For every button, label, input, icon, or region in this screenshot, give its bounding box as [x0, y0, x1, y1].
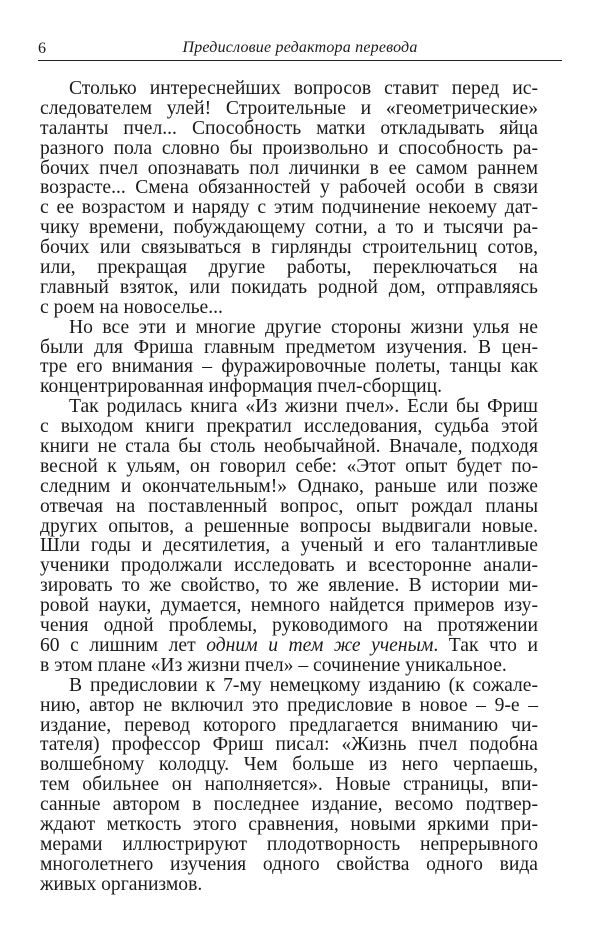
text-line: в этом плане «Из жизни пчел» – сочинение уникальное.	[40, 654, 507, 676]
text-line: тре его внимания – фуражировочные полеты, танцы как	[40, 356, 538, 378]
text-line: тателя) профессор Фриш писал: «Жизнь пчел подобна	[40, 734, 538, 756]
text-line: бочих пчел опознавать пол личинки в ее самом раннем	[40, 157, 538, 179]
text-line: следователем улей! Строительные и «геометрические»	[40, 97, 538, 119]
text-segment: 60 с лишним лет	[40, 634, 207, 656]
text-line: издание, перевод которого предлагается вниманию чи-	[40, 714, 538, 736]
text-segment: . Так что и	[433, 634, 538, 656]
text-line: Но все эти и многие другие стороны жизни улья не	[69, 316, 538, 338]
text-line: тем обильнее он наполняется». Новые страницы, впи-	[40, 774, 538, 796]
paragraph	[40, 318, 538, 398]
running-header	[38, 38, 562, 61]
text-line	[40, 636, 538, 656]
text-line: Так родилась книга «Из жизни пчел». Если бы Фриш	[69, 396, 538, 418]
text-line: других опытов, а решенные вопросы выдвигали новые.	[40, 515, 538, 537]
text-line: были для Фриша главным предметом изучения. В цен-	[40, 336, 538, 358]
text-line: следним и окончательным!» Однако, раньше или позже	[40, 475, 538, 497]
text-line: В предисловии к 7-му немецкому изданию (к сожале-	[69, 674, 538, 696]
page-body	[40, 79, 538, 895]
text-line: мерами иллюстрируют плодотворность непрерывного	[40, 833, 538, 855]
text-line: зировать то же свойство, то же явление. В истории ми-	[40, 575, 538, 597]
text-line: многолетнего изучения одного свойства одного вида	[40, 853, 538, 875]
text-line: Шли годы и десятилетия, а ученый и его талантливые	[40, 535, 538, 557]
text-line: или, прекращая другие работы, переключаться на	[40, 257, 538, 279]
text-line: с роем на новоселье...	[40, 296, 223, 318]
text-line: концентрированная информация пчел-сборщиц.	[40, 376, 443, 398]
text-line: Столько интереснейших вопросов ставит перед ис-	[69, 78, 538, 99]
text-line: с выходом книги прекратил исследования, судьба этой	[40, 416, 538, 438]
text-line: ждают меткость этого сравнения, новыми яркими при-	[40, 813, 538, 835]
running-title: Предисловие редактора перевода	[182, 39, 418, 56]
text-line: ровой науки, думается, немного найдется примеров изу-	[40, 595, 538, 617]
text-line: главный взяток, или покидать родной дом, отправляясь	[40, 276, 538, 298]
text-line: чения одной проблемы, руководимого на протяжении	[40, 615, 538, 637]
text-line: таланты пчел... Способность матки откладывать яйца	[40, 117, 538, 139]
text-line: бочих или связываться в гирлянды строительниц сотов,	[40, 237, 538, 259]
text-line: книги не стала бы столь необычайной. Вначале, подходя	[40, 436, 538, 458]
paragraph	[40, 676, 538, 895]
page-number: 6	[38, 40, 46, 57]
paragraph	[40, 397, 538, 675]
text-line: волшебному колодцу. Чем больше из него черпаешь,	[40, 754, 538, 776]
text-line: нию, автор не включил это предисловие в новое – 9-е –	[40, 694, 538, 716]
text-line: разного пола словно бы произвольно и способность ра-	[40, 137, 538, 159]
italic-emphasis: одним и тем же ученым	[206, 634, 434, 656]
text-line: с ее возрастом и наряду с этим подчинение некоему дат-	[40, 197, 538, 219]
text-line: возрасте... Смена обязанностей у рабочей особи в связи	[40, 177, 538, 199]
paragraph	[40, 79, 538, 318]
text-line: отвечая на поставленный вопрос, опыт рождал планы	[40, 495, 538, 517]
text-line: весной к ульям, он говорил себе: «Этот опыт будет по-	[40, 455, 538, 477]
text-line: живых организмов.	[40, 873, 203, 895]
text-line: санные автором в последнее издание, весомо подтвер-	[40, 794, 538, 816]
text-line: чику времени, побуждающему сотни, а то и тысячи ра-	[40, 217, 538, 239]
text-line: ученики продолжали исследовать и всесторонне анали-	[40, 555, 538, 577]
